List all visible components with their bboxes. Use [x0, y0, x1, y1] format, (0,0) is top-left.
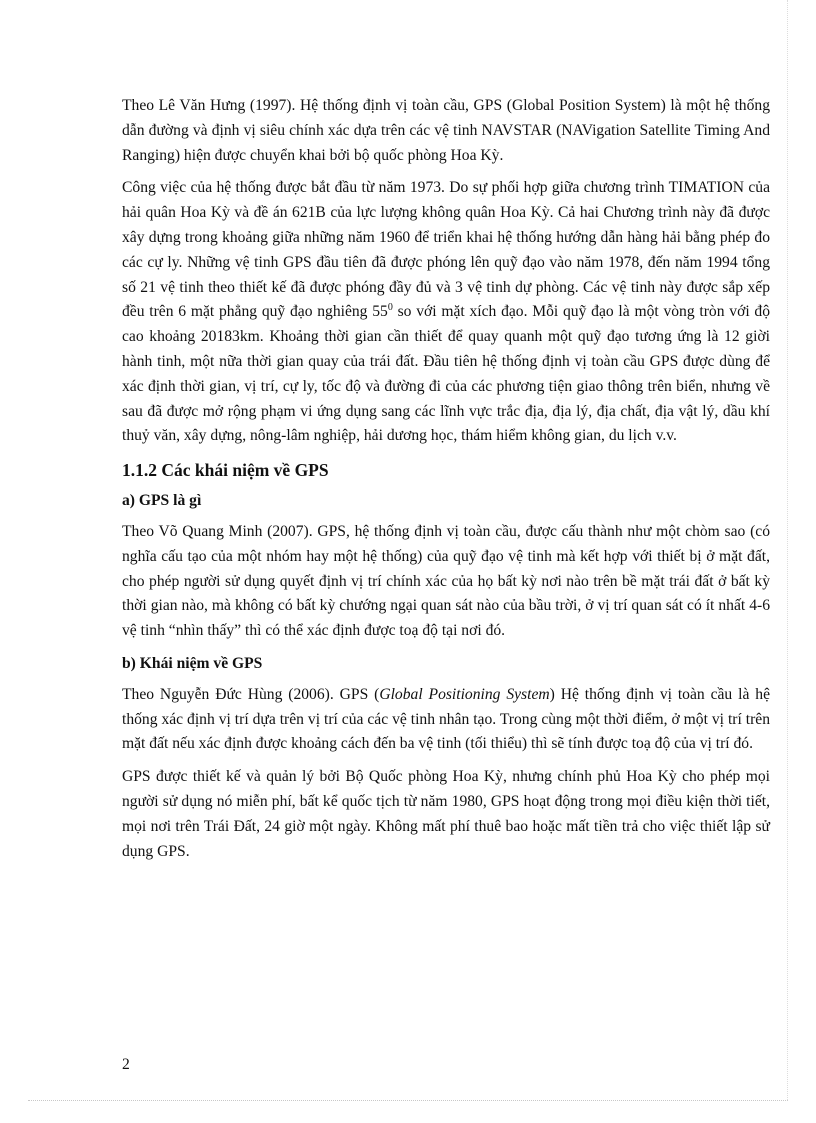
subsection-a-paragraph: Theo Võ Quang Minh (2007). GPS, hệ thống định vị toàn cầu, được cấu thành như một chòm sao (có nghĩa cấu tạo của một nhóm hay một hệ thống) của quỹ đạo vệ tinh mà kết hợp với thiết bị ở mặt đất, cho phép người sử dụng quyết định vị trí chính xác của họ bất kỳ nơi nào trên bề mặt trái đất ở bất kỳ thời gian nào, mà không có bất kỳ chướng ngại quan sát nào của bầu trời, ở vị trí quan sát có ít nhất 4-6 vệ tinh “nhìn thấy” thì có thể xác định được toạ độ tại nơi đó.: [122, 522, 770, 640]
gps-full-name-italic: Global Positioning System: [379, 685, 550, 703]
document-body: [122, 94, 770, 872]
subsection-a-title: a) GPS là gì: [122, 492, 202, 510]
paragraph-history-text-2: so với mặt xích đạo. Mỗi quỹ đạo là một vòng tròn với độ cao khoảng 20183km. Khoảng thời gian cần thiết để quay quanh một quỹ đạo tương ứng là 12 giời hành tinh, một nữa thời gian quay của trái đất. Đầu tiên hệ thống định vị toàn cầu GPS được dùng để xác định thời gian, vị trí, cự ly, tốc độ và đường đi của các phương tiện giao thông trên biển, nhưng về sau đã được mở rộng phạm vi ứng dụng sang các lĩnh vực trắc địa, địa lý, địa chất, địa vật lý, dầu khí thuỷ văn, xây dựng, nông-lâm nghiệp, hải dương học, thám hiểm không gian, du lịch v.v.: [122, 303, 770, 445]
paragraph-history-text-1: Công việc của hệ thống được bắt đầu từ năm 1973. Do sự phối hợp giữa chương trình TIMATION của hải quân Hoa Kỳ và đề án 621B của lực lượng không quân Hoa Kỳ. Cả hai Chương trình này đã được xây dựng trong khoảng giữa những năm 1960 để triển khai hệ thống hướng dẫn hàng hải bằng phép đo các cự ly. Những vệ tinh GPS đầu tiên đã được phóng lên quỹ đạo vào năm 1978, đến năm 1994 tổng số 21 vệ tinh theo thiết kế đã được phóng đầy đủ và 3 vệ tinh dự phòng. Các vệ tinh này được sắp xếp đều trên 6 mặt phẳng quỹ đạo nghiêng 55: [122, 179, 770, 321]
subsection-b-text-2: ) Hệ thống định vị toàn cầu là hệ thống xác định vị trí dựa trên vị trí của các vệ tinh nhân tạo. Trong cùng một thời điểm, ở một vị trí trên mặt đất nếu xác định được khoảng cách đến ba vệ tinh (tối thiểu) thì sẽ tính được toạ độ của vị trí đó.: [122, 685, 770, 753]
subsection-b-text-1: Theo Nguyễn Đức Hùng (2006). GPS (: [122, 685, 380, 703]
paragraph-history: [122, 176, 770, 449]
section-heading: 1.1.2 Các khái niệm về GPS: [122, 460, 329, 481]
paragraph-intro: Theo Lê Văn Hưng (1997). Hệ thống định vị toàn cầu, GPS (Global Position System) là một hệ thống dẫn đường và định vị siêu chính xác dựa trên các vệ tinh NAVSTAR (NAVigation Satellite Timing And Ranging) hiện được chuyển khai bởi bộ quốc phòng Hoa Kỳ.: [122, 97, 770, 164]
degree-superscript: 0: [387, 302, 393, 314]
page-number: 2: [122, 1056, 130, 1073]
subsection-b-paragraph-1: [122, 683, 770, 757]
subsection-b-paragraph-2: GPS được thiết kế và quản lý bởi Bộ Quốc phòng Hoa Kỳ, nhưng chính phủ Hoa Kỳ cho phép mọi người sử dụng nó miễn phí, bất kể quốc tịch từ năm 1980, GPS hoạt động trong mọi điều kiện thời tiết, mọi nơi trên Trái Đất, 24 giờ một ngày. Không mất phí thuê bao hoặc mất tiền trả cho việc thiết lập sử dụng GPS.: [122, 768, 770, 860]
page-border-bottom: [28, 1100, 788, 1101]
subsection-b-title: b) Khái niệm về GPS: [122, 654, 263, 672]
page-border-right: [787, 0, 788, 1100]
